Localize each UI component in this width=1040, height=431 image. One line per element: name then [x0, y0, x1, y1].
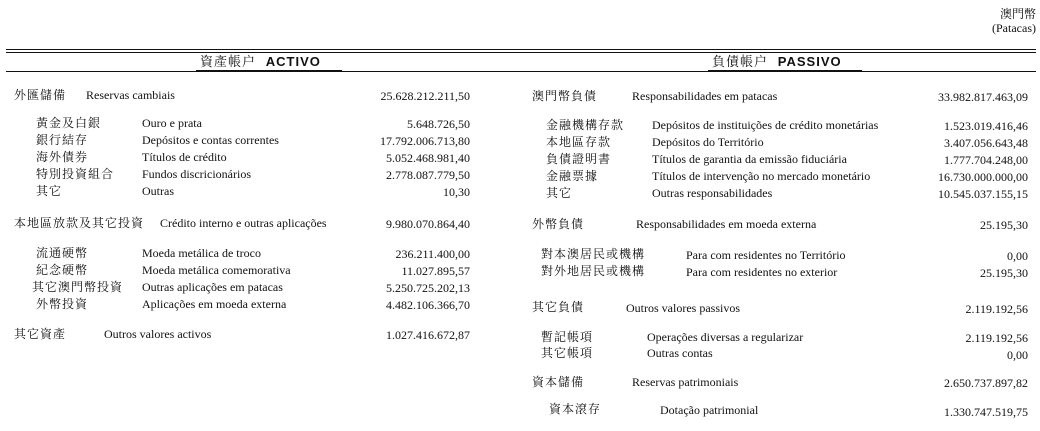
activo-row-zh: 海外債券 [36, 150, 89, 164]
passivo-row-zh: 金融機構存款 [546, 118, 625, 132]
passivo-row-value: 25.195,30 [980, 266, 1028, 280]
activo-row-value: 5.250.725.202,13 [386, 281, 470, 295]
activo-row-zh: 銀行結存 [36, 133, 89, 147]
currency-zh: 澳門幣 [999, 7, 1036, 21]
activo-row-pt: Outras [142, 184, 174, 198]
passivo-row-pt: Para com residentes no exterior [686, 265, 838, 279]
activo-row-value: 11.027.895,57 [401, 264, 470, 278]
activo-row-pt: Fundos discricionários [142, 167, 251, 181]
passivo-row-value: 2.119.192,56 [965, 331, 1028, 345]
passivo-row-zh: 本地區存款 [546, 135, 612, 149]
passivo-row-pt: Outras contas [647, 346, 713, 360]
passivo-title-pt: PASSIVO [777, 54, 842, 69]
passivo-row-pt: Reservas patrimoniais [632, 375, 739, 389]
passivo-row-value: 3.407.056.643,48 [944, 136, 1028, 150]
passivo-row-zh: 資本儲備 [532, 375, 585, 389]
activo-row-value: 5.052.468.981,40 [386, 151, 470, 165]
currency-note [992, 7, 1036, 35]
header-rule-top-2 [6, 52, 1036, 53]
passivo-row-zh: 外幣負債 [532, 217, 585, 231]
activo-row-value: 25.628.212.211,50 [380, 89, 470, 103]
header-rule-top [6, 49, 1036, 50]
activo-row-zh: 外匯儲備 [14, 88, 67, 102]
activo-row-value: 4.482.106.366,70 [386, 298, 470, 312]
activo-title [200, 55, 321, 69]
passivo-row-value: 10.545.037.155,15 [938, 187, 1028, 201]
activo-row-value: 5.648.726,50 [407, 117, 470, 131]
passivo-row-pt: Depósitos do Território [652, 135, 764, 149]
activo-row-zh: 外幣投資 [36, 297, 89, 311]
activo-row-value: 1.027.416.672,87 [386, 328, 470, 342]
activo-row-zh: 紀念硬幣 [36, 263, 89, 277]
passivo-row-zh: 金融票據 [546, 169, 599, 183]
activo-title-underline [196, 70, 342, 71]
passivo-row-pt: Responsabilidades em patacas [632, 89, 778, 103]
currency-pt: (Patacas) [992, 21, 1036, 35]
activo-row-zh: 其它資產 [14, 327, 67, 341]
passivo-row-pt: Para com residentes no Território [686, 248, 846, 262]
passivo-row-value: 25.195,30 [980, 218, 1028, 232]
passivo-row-pt: Títulos de intervenção no mercado monetário [652, 169, 871, 183]
activo-title-zh: 資產帳户 [200, 54, 257, 69]
activo-row-pt: Outras aplicações em patacas [142, 280, 283, 294]
passivo-row-zh: 負債證明書 [546, 152, 612, 166]
passivo-row-value: 33.982.817.463,09 [938, 90, 1028, 104]
activo-row-zh: 黃金及白銀 [36, 116, 102, 130]
passivo-row-value: 0,00 [1007, 249, 1028, 263]
activo-row-value: 17.792.006.713,80 [380, 134, 470, 148]
activo-row-pt: Moeda metálica comemorativa [142, 263, 291, 277]
passivo-row-pt: Títulos de garantia da emissão fiduciária [652, 152, 847, 166]
activo-row-value: 10,30 [443, 185, 470, 199]
activo-row-zh: 其它澳門幣投資 [32, 280, 124, 294]
activo-row-zh: 流通硬幣 [36, 246, 89, 260]
passivo-row-zh: 資本滾存 [549, 402, 602, 416]
passivo-row-zh: 對本澳居民或機構 [541, 247, 646, 261]
passivo-title-underline [708, 70, 862, 71]
header-rule-bottom [6, 71, 1036, 72]
activo-title-pt: ACTIVO [265, 54, 321, 69]
passivo-row-zh: 澳門幣負債 [532, 89, 598, 103]
passivo-row-zh: 其它帳項 [541, 346, 594, 360]
activo-row-pt: Depósitos e contas correntes [142, 133, 279, 147]
passivo-row-zh: 其它負債 [532, 300, 585, 314]
passivo-row-pt: Dotação patrimonial [660, 403, 759, 417]
passivo-row-value: 1.777.704.248,00 [944, 153, 1028, 167]
passivo-row-value: 1.330.747.519,75 [944, 405, 1028, 419]
activo-row-pt: Outros valores activos [104, 327, 212, 341]
passivo-row-value: 0,00 [1007, 348, 1028, 362]
activo-row-pt: Ouro e prata [142, 116, 202, 130]
passivo-row-value: 16.730.000.000,00 [938, 170, 1028, 184]
activo-row-zh: 本地區放款及其它投資 [14, 216, 145, 230]
passivo-row-value: 2.650.737.897,82 [944, 376, 1028, 390]
activo-row-value: 2.778.087.779,50 [386, 168, 470, 182]
activo-row-zh: 特別投資組合 [36, 167, 115, 181]
passivo-row-zh: 其它 [546, 186, 573, 200]
activo-row-pt: Reservas cambiais [86, 88, 175, 102]
passivo-row-pt: Outros valores passivos [626, 301, 740, 315]
passivo-row-pt: Responsabilidades em moeda externa [636, 217, 817, 231]
passivo-row-pt: Operações diversas a regularizar [647, 330, 804, 344]
activo-row-zh: 其它 [36, 184, 63, 198]
passivo-row-zh: 暫記帳項 [541, 330, 594, 344]
passivo-row-zh: 對外地居民或機構 [541, 264, 646, 278]
activo-row-pt: Moeda metálica de troco [142, 246, 261, 260]
passivo-row-pt: Outras responsabilidades [652, 186, 773, 200]
passivo-row-pt: Depósitos de instituições de crédito monetárias [652, 118, 879, 132]
activo-row-value: 9.980.070.864,40 [386, 217, 470, 231]
activo-row-pt: Títulos de crédito [142, 150, 227, 164]
activo-row-value: 236.211.400,00 [395, 247, 470, 261]
activo-row-pt: Crédito interno e outras aplicações [160, 216, 327, 230]
passivo-title-zh: 負債帳户 [712, 54, 769, 69]
passivo-row-value: 2.119.192,56 [965, 302, 1028, 316]
passivo-title [712, 55, 842, 69]
activo-row-pt: Aplicações em moeda externa [142, 297, 287, 311]
passivo-row-value: 1.523.019.416,46 [944, 119, 1028, 133]
